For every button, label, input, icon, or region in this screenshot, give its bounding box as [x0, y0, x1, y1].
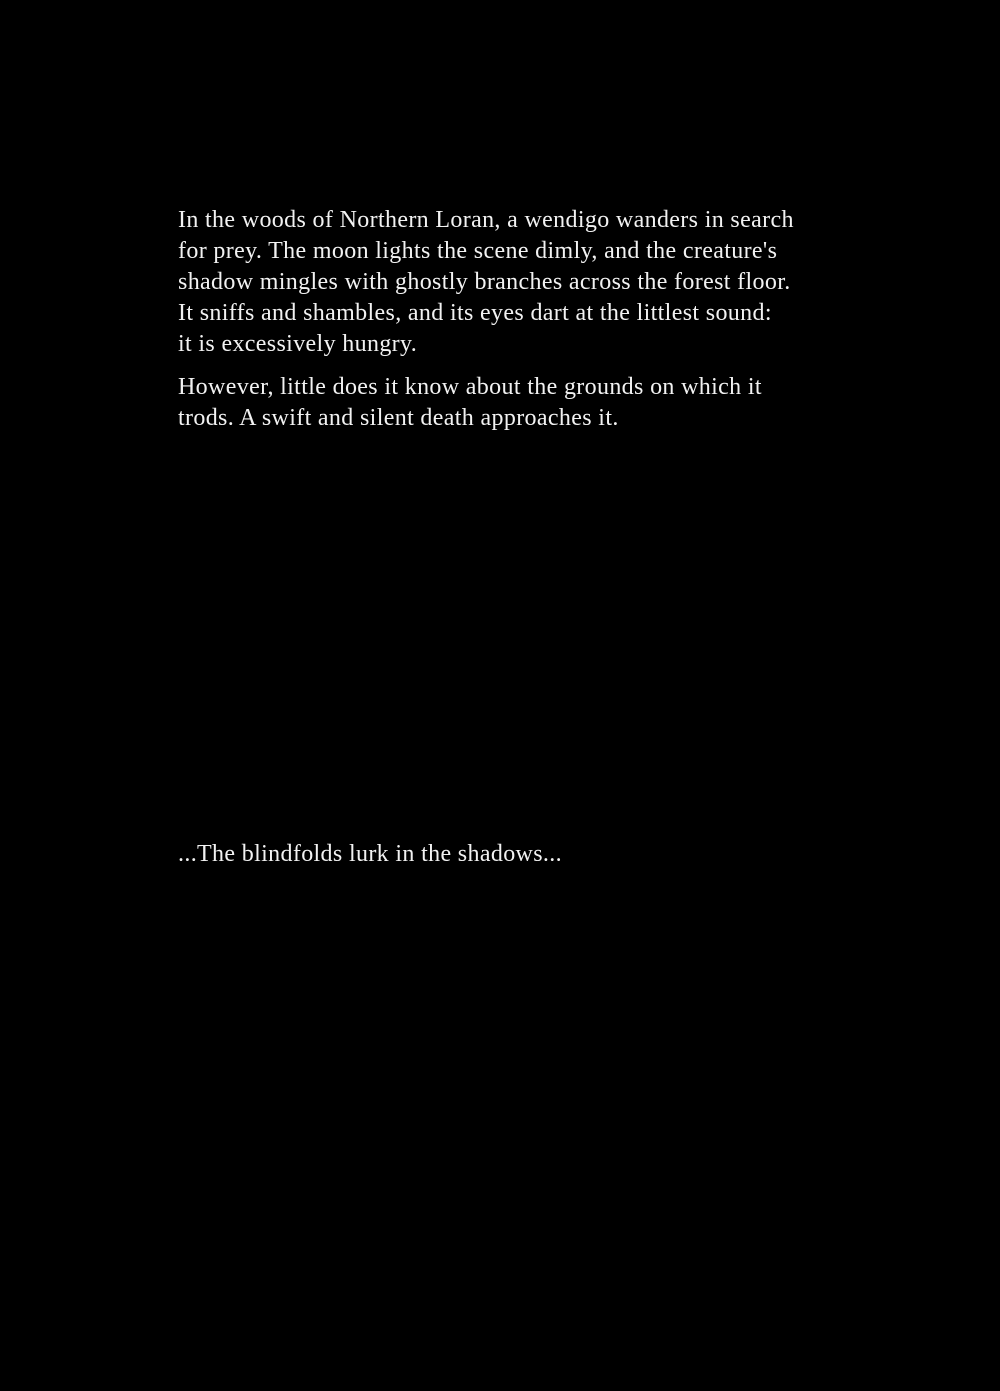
story-paragraph-2: However, little does it know about the grounds on which it trods. A swift and silent death approaches it.: [178, 374, 762, 431]
story-text-block: [178, 205, 868, 434]
story-paragraph-1: In the woods of Northern Loran, a wendigo wanders in search for prey. The moon lights the scene dimly, and the creature's shadow mingles with ghostly branches across the forest floor. It sniffs and shambles, and its eyes dart at the littlest sound: it is excessively hungry.: [178, 207, 794, 357]
closing-line: ...The blindfolds lurk in the shadows...: [178, 841, 562, 867]
